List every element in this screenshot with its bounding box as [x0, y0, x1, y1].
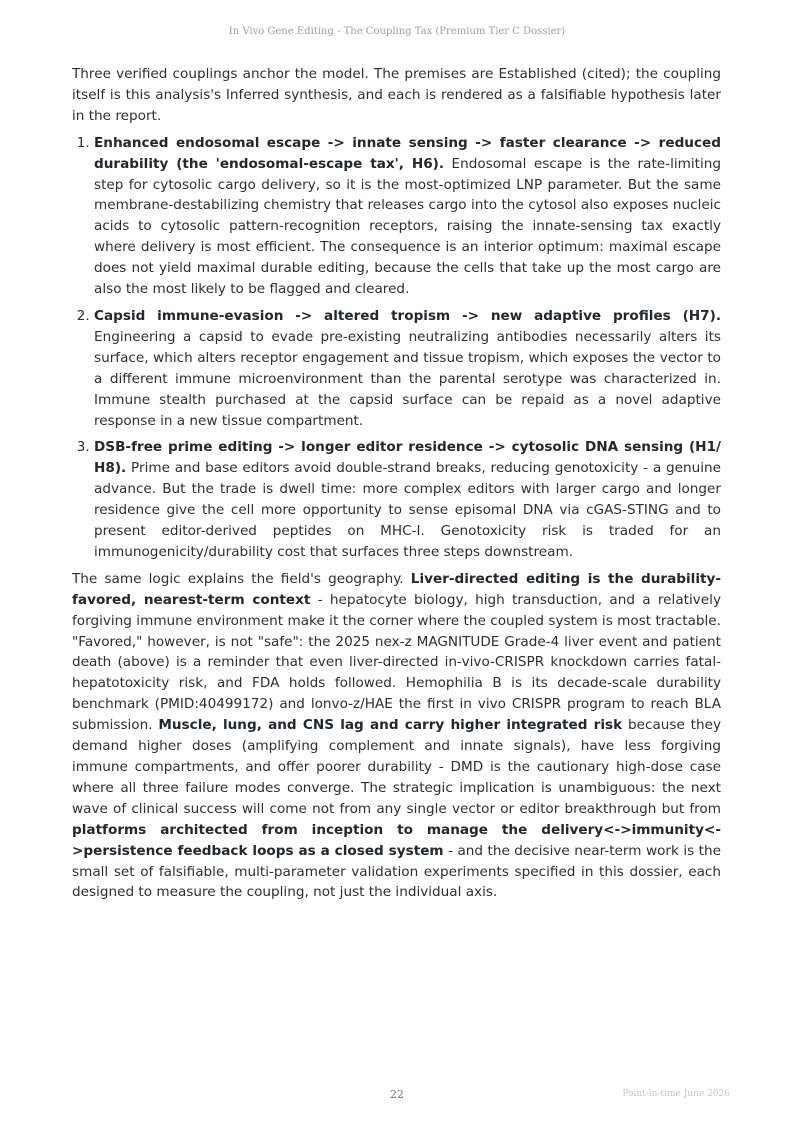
coupling-text: Prime and base editors avoid double-strand breaks, reducing genotoxicity - a genuine advance. But the trade is dwell time: more complex editors with larger cargo and longer residence give the cell more opportunity to sense episomal DNA via cGAS-STING and to present editor-derived peptides on MHC-I. Genotoxicity risk is traded for an immunogenicity/durability cost that surfaces three steps downstream.: [94, 460, 721, 560]
closing-text: The same logic explains the field's geography.: [72, 570, 411, 587]
coupling-list: [72, 133, 721, 563]
list-item: [94, 133, 721, 300]
coupling-text: Endosomal escape is the rate-limiting step for cytosolic cargo delivery, so it is the most-optimized LNP parameter. But the same membrane-destabilizing chemistry that releases cargo into the cytosol also exposes nucleic acids to cytosolic pattern-recognition receptors, raising the innate-sensing tax exactly where delivery is most efficient. The consequence is an interior optimum: maximal escape does not yield maximal durable editing, because the cells that take up the most cargo are also the most likely to be flagged and cleared.: [94, 155, 722, 298]
list-item: [94, 306, 721, 431]
closing-text: - and the decisive near-term work is the small set of falsifiable, multi-parameter validation experiments specified in this dossier, each designed to measure the coupling, not just the individual axis.: [72, 842, 721, 901]
coupling-text: Engineering a capsid to evade pre-existing neutralizing antibodies necessarily alters its surface, which alters receptor engagement and tissue tropism, which exposes the vector to a different immune microenvironment than the parental serotype was characterized in. Immune stealth purchased at the capsid surface can be repaid as a novel adaptive response in a new tissue compartment.: [94, 328, 721, 429]
closing-text: - hepatocyte biology, high transduction, and a relatively forgiving immune environment make it the corner where the coupled system is most tractable. "Favored," however, is not "safe": the 2025 nex-z MAGNITUDE Grade-4 liver event and patient death (above) is a reminder that even liver-directed in-vivo-CRISPR knockdown carries fatal-hepatotoxicity risk, and FDA holds followed. Hemophilia B is its decade-scale durability benchmark (PMID:40499172) and lonvo-z/HAE the first in vivo CRISPR program to reach BLA submission.: [72, 591, 721, 734]
closing-emphasis: Liver-directed editing is the durability-favored, nearest-term context: [72, 570, 721, 608]
closing-text: because they demand higher doses (amplifying complement and innate signals), have less forgiving immune compartments, and offer poorer durability - DMD is the cautionary high-dose case where all three failure modes converge. The strategic implication is unambiguous: the next wave of clinical success will come not from any single vector or editor breakthrough but from: [72, 717, 721, 817]
closing-paragraph: [72, 569, 721, 904]
running-header: In Vivo Gene Editing - The Coupling Tax (Premium Tier C Dossier): [228, 26, 566, 37]
closing-emphasis: platforms architected from inception to manage the delivery<->immunity<->persistence feedback loops as a closed system: [72, 821, 721, 859]
date-note: Point-in-time June 2026: [622, 1089, 730, 1099]
closing-emphasis: Muscle, lung, and CNS lag and carry higher integrated risk: [158, 717, 623, 734]
document-body: [72, 64, 721, 903]
coupling-heading: DSB-free prime editing -> longer editor residence -> cytosolic DNA sensing (H1/ H8).: [94, 439, 721, 477]
intro-paragraph: Three verified couplings anchor the model. The premises are Established (cited); the coupling itself is this analysis's Inferred synthesis, and each is rendered as a falsifiable hypothesis later in the report.: [72, 66, 721, 124]
list-item: [94, 437, 721, 562]
page-number: 22: [390, 1088, 404, 1101]
coupling-heading: Capsid immune-evasion -> altered tropism -> new adaptive profiles (H7).: [94, 307, 721, 324]
coupling-heading: Enhanced endosomal escape -> innate sensing -> faster clearance -> reduced durability (the 'endosomal-escape tax', H6).: [94, 134, 721, 172]
